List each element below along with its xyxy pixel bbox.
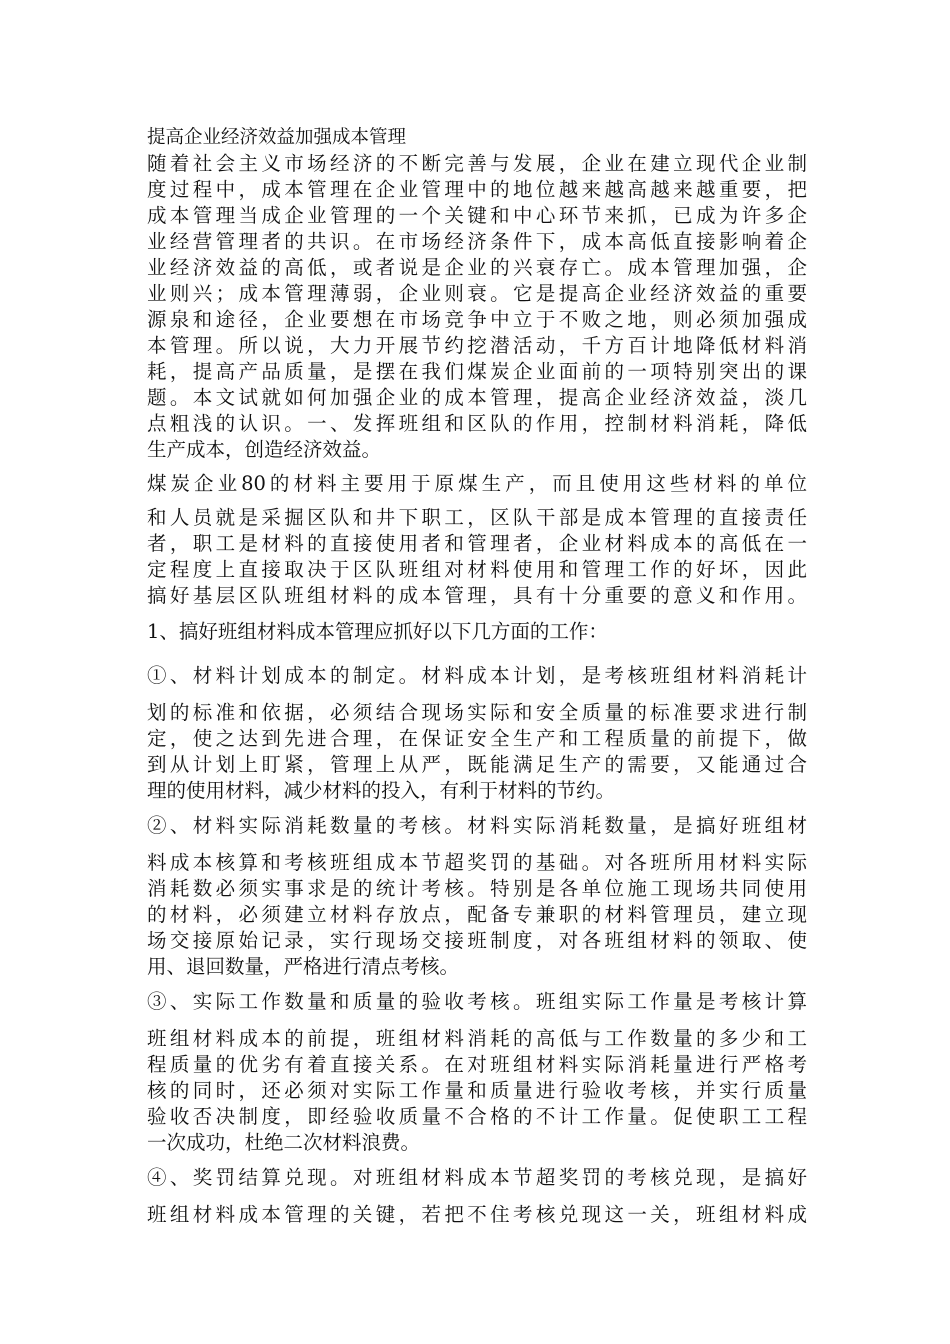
item-line: 理的使用材料，减少材料的投入，有利于材料的节约。 [147, 779, 616, 802]
item-first-line: ④、奖罚结算兑现。对班组材料成本节超奖罚的考核兑现，是搞好 [147, 1166, 807, 1189]
item-line: 班组材料成本的前提，班组材料消耗的高低与工作数量的多少和工 [147, 1027, 807, 1050]
item-line: 定，使之达到先进合理，在保证安全生产和工程质量的前提下，做 [147, 727, 807, 750]
document-title: 提高企业经济效益加强成本管理 [147, 127, 407, 148]
paragraph-first-line: 煤炭企业80的材料主要用于原煤生产，而且使用这些材料的单位 [147, 472, 807, 495]
paragraph-line: 搞好基层区队班组材料的成本管理，具有十分重要的意义和作用。 [147, 584, 807, 607]
item-line: 一次成功，杜绝二次材料浪费。 [147, 1131, 421, 1154]
paragraph-line: 和人员就是采掘区队和井下职工，区队干部是成本管理的直接责任 [147, 506, 807, 529]
intro-line: 点粗浅的认识。一、发挥班组和区队的作用，控制材料消耗，降低 [147, 412, 807, 435]
item-line: 程质量的优劣有着直接关系。在对班组材料实际消耗量进行严格考 [147, 1053, 807, 1076]
intro-line: 成本管理当成企业管理的一个关键和中心环节来抓，已成为许多企 [147, 204, 807, 227]
intro-line: 题。本文试就如何加强企业的成本管理，提高企业经济效益，淡几 [147, 386, 807, 409]
item-line: 班组材料成本管理的关键，若把不住考核兑现这一关，班组材料成 [147, 1203, 807, 1226]
paragraph-line: 定程度上直接取决于区队班组对材料使用和管理工作的好坏，因此 [147, 558, 807, 581]
intro-line: 业经营管理者的共识。在市场经济条件下，成本高低直接影响着企 [147, 230, 807, 253]
intro-line: 生产成本，创造经济效益。 [147, 438, 382, 461]
item-line: 场交接原始记录，实行现场交接班制度，对各班组材料的领取、使 [147, 929, 807, 952]
intro-line: 随着社会主义市场经济的不断完善与发展，企业在建立现代企业制 [147, 152, 807, 175]
item-line: 消耗数必须实事求是的统计考核。特别是各单位施工现场共同使用 [147, 877, 807, 900]
item-line: 验收否决制度，即经验收质量不合格的不计工作量。促使职工工程 [147, 1105, 807, 1128]
item-first-line: ③、实际工作数量和质量的验收考核。班组实际工作量是考核计算 [147, 990, 807, 1013]
intro-line: 度过程中，成本管理在企业管理中的地位越来越高越来越重要，把 [147, 178, 807, 201]
item-line: 的材料，必须建立材料存放点，配备专兼职的材料管理员，建立现 [147, 903, 807, 926]
item-first-line: ②、材料实际消耗数量的考核。材料实际消耗数量，是搞好班组材 [147, 814, 807, 837]
intro-line: 业经济效益的高低，或者说是企业的兴衰存亡。成本管理加强，企 [147, 256, 807, 279]
paragraph-line: 者，职工是材料的直接使用者和管理者，企业材料成本的高低在一 [147, 532, 807, 555]
intro-line: 源泉和途径，企业要想在市场竞争中立于不败之地，则必须加强成 [147, 308, 807, 331]
item-line: 料成本核算和考核班组成本节超奖罚的基础。对各班所用材料实际 [147, 851, 807, 874]
item-line: 到从计划上盯紧，管理上从严，既能满足生产的需要，又能通过合 [147, 753, 807, 776]
item-line: 用、退回数量，严格进行清点考核。 [147, 955, 460, 978]
item-line: 划的标准和依据，必须结合现场实际和安全质量的标准要求进行制 [147, 701, 807, 724]
intro-line: 本管理。所以说，大力开展节约挖潜活动，千方百计地降低材料消 [147, 334, 807, 357]
intro-line: 耗，提高产品质量，是摆在我们煤炭企业面前的一项特别突出的课 [147, 360, 807, 383]
item-first-line: ①、材料计划成本的制定。材料成本计划，是考核班组材料消耗计 [147, 664, 807, 687]
intro-line: 业则兴；成本管理薄弱，企业则衰。它是提高企业经济效益的重要 [147, 282, 807, 305]
section-heading: 1、搞好班组材料成本管理应抓好以下几方面的工作： [147, 620, 608, 643]
item-line: 核的同时，还必须对实际工作量和质量进行验收考核，并实行质量 [147, 1079, 807, 1102]
